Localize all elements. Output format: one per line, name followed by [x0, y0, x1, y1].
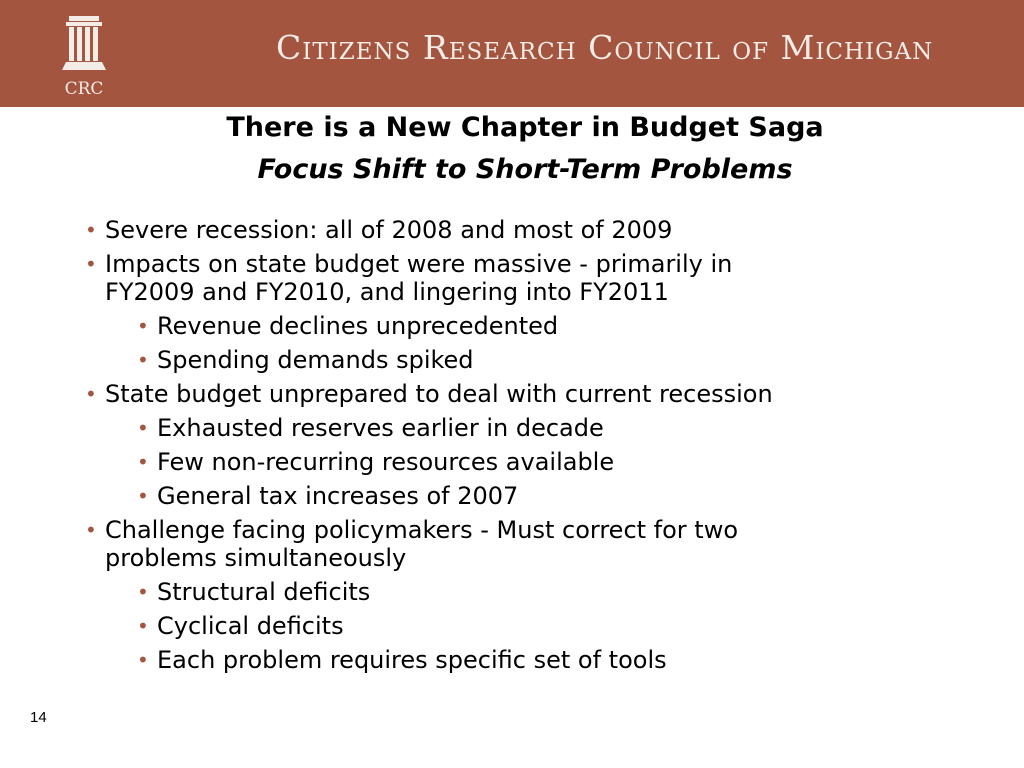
- organization-name: Citizens Research Council of Michigan: [276, 28, 934, 67]
- bullet-text: Impacts on state budget were massive - primarily in: [105, 250, 733, 278]
- bullet-text: Revenue declines unprecedented: [157, 312, 559, 340]
- bullet-text: Spending demands spiked: [157, 346, 474, 374]
- sub-bullet-item: [137, 346, 474, 374]
- bullet-dot-icon: •: [137, 348, 149, 372]
- sub-bullet-item: [137, 312, 559, 340]
- bullet-dot-icon: •: [85, 518, 97, 542]
- bullet-dot-icon: •: [85, 382, 97, 406]
- bullet-dot-icon: •: [137, 614, 149, 638]
- bullet-dot-icon: •: [137, 484, 149, 508]
- bullet-dot-icon: •: [137, 416, 149, 440]
- bullet-dot-icon: •: [85, 252, 97, 276]
- bullet-text: Few non-recurring resources available: [157, 448, 615, 476]
- bullet-text: problems simultaneously: [105, 544, 407, 572]
- sub-bullet-item: [137, 414, 604, 442]
- sub-bullet-item: [137, 578, 371, 606]
- sub-bullet-item: [137, 448, 615, 476]
- bullet-text: General tax increases of 2007: [157, 482, 519, 510]
- bullet-dot-icon: •: [85, 218, 97, 242]
- bullet-item: [85, 250, 733, 278]
- bullet-dot-icon: •: [137, 580, 149, 604]
- logo-text: CRC: [64, 79, 104, 98]
- bullet-text: Cyclical deficits: [157, 612, 344, 640]
- bullet-text: Severe recession: all of 2008 and most of 2009: [105, 216, 673, 244]
- bullet-dot-icon: •: [137, 314, 149, 338]
- bullet-item: [85, 516, 739, 544]
- sub-bullet-item: [137, 646, 667, 674]
- bullet-dot-icon: •: [137, 450, 149, 474]
- bullet-item: [85, 380, 773, 408]
- bullet-text: State budget unprepared to deal with current recession: [105, 380, 773, 408]
- bullet-item-continuation: [105, 279, 669, 306]
- bullet-text: Exhausted reserves earlier in decade: [157, 414, 604, 442]
- bullet-text: Each problem requires specific set of tools: [157, 646, 667, 674]
- slide-subtitle: Focus Shift to Short-Term Problems: [257, 154, 793, 185]
- page-number: 14: [30, 709, 47, 726]
- sub-bullet-item: [137, 612, 344, 640]
- bullet-text: Challenge facing policymakers - Must correct for two: [105, 516, 739, 544]
- bullet-item: [85, 216, 673, 244]
- bullet-text: Structural deficits: [157, 578, 371, 606]
- bullet-text: FY2009 and FY2010, and lingering into FY2011: [105, 278, 669, 306]
- bullet-dot-icon: •: [137, 648, 149, 672]
- sub-bullet-item: [137, 482, 519, 510]
- slide-title: There is a New Chapter in Budget Saga: [226, 112, 824, 143]
- bullet-item-continuation: [105, 545, 406, 572]
